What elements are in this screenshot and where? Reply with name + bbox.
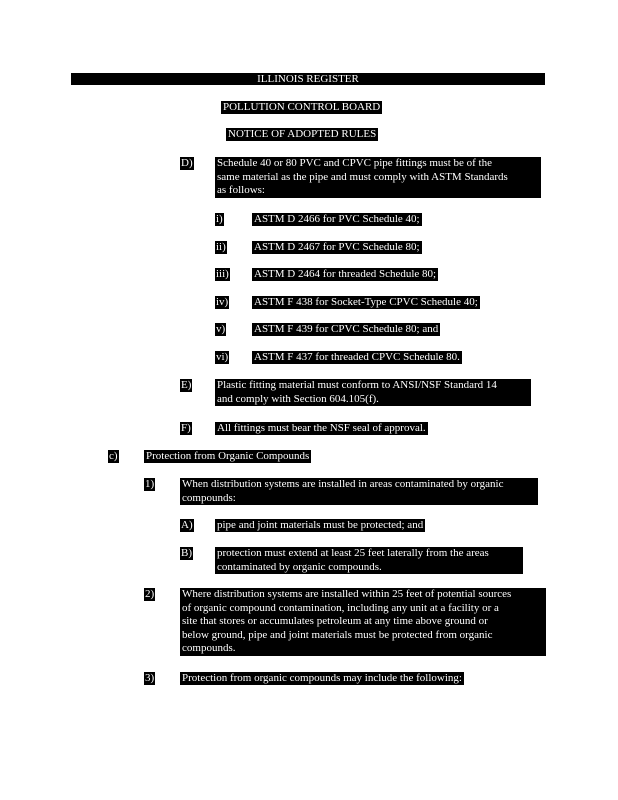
item-d-line: Schedule 40 or 80 PVC and CPVC pipe fittings must be of the	[217, 157, 492, 169]
item-c1b-marker: B)	[181, 547, 192, 559]
item-e-text	[215, 379, 531, 406]
item-d-i-marker: i)	[216, 213, 223, 225]
item-c2-marker: 2)	[145, 588, 155, 600]
item-d-ii-text: ASTM D 2467 for PVC Schedule 80;	[254, 241, 420, 253]
item-c3-marker: 3)	[145, 672, 155, 684]
item-c1-line: When distribution systems are installed in areas contaminated by organic	[182, 478, 504, 490]
item-d-iv-marker: iv)	[216, 296, 229, 308]
item-d-v-marker: v)	[216, 323, 226, 335]
register-title: ILLINOIS REGISTER	[257, 73, 359, 85]
item-d-vi-marker: vi)	[216, 351, 229, 363]
item-d-iii-text: ASTM D 2464 for threaded Schedule 80;	[254, 268, 437, 280]
item-d-i-text: ASTM D 2466 for PVC Schedule 40;	[254, 213, 420, 225]
item-d-marker: D)	[181, 157, 193, 169]
item-f-text: All fittings must bear the NSF seal of approval.	[217, 422, 426, 434]
item-c3-text: Protection from organic compounds may include the following:	[182, 672, 462, 684]
item-d-text	[215, 157, 541, 198]
item-c2-line: Where distribution systems are installed within 25 feet of potential sources	[182, 588, 512, 600]
item-d-ii-marker: ii)	[216, 241, 226, 253]
item-d-iv-text: ASTM F 438 for Socket-Type CPVC Schedule 40;	[254, 296, 478, 308]
section-c-title: Protection from Organic Compounds	[146, 450, 310, 462]
item-d-line: same material as the pipe and must comply with ASTM Standards	[217, 170, 508, 183]
item-c1a-marker: A)	[181, 519, 193, 531]
item-e-line: and comply with Section 604.105(f).	[217, 392, 379, 405]
item-c1-line: compounds:	[182, 491, 236, 504]
item-d-vi-text: ASTM F 437 for threaded CPVC Schedule 80.	[254, 351, 460, 363]
item-c2-line: below ground, pipe and joint materials must be protected from organic	[182, 628, 493, 641]
item-c1b-text	[215, 547, 523, 574]
board-title: POLLUTION CONTROL BOARD	[223, 101, 381, 113]
item-d-iii-marker: iii)	[216, 268, 229, 280]
item-d-line: as follows:	[217, 184, 265, 196]
item-c2-line: compounds.	[182, 642, 236, 654]
section-c-marker: c)	[109, 450, 118, 462]
item-c1-text	[180, 478, 538, 505]
item-c2-text	[180, 588, 546, 656]
item-e-marker: E)	[181, 379, 192, 391]
item-c1b-line: contaminated by organic compounds.	[217, 560, 382, 573]
register-header-bar	[71, 73, 545, 85]
item-c1b-line: protection must extend at least 25 feet laterally from the areas	[217, 547, 489, 559]
item-c2-line: of organic compound contamination, including any unit at a facility or a	[182, 601, 499, 614]
item-d-v-text: ASTM F 439 for CPVC Schedule 80; and	[254, 323, 439, 335]
notice-title: NOTICE OF ADOPTED RULES	[228, 128, 377, 140]
item-e-line: Plastic fitting material must conform to ANSI/NSF Standard 14	[217, 379, 497, 391]
item-c2-line: site that stores or accumulates petroleum at any time above ground or	[182, 615, 488, 627]
item-c1a-text: pipe and joint materials must be protected; and	[217, 519, 424, 531]
item-f-marker: F)	[181, 422, 191, 434]
item-c1-marker: 1)	[145, 478, 155, 490]
